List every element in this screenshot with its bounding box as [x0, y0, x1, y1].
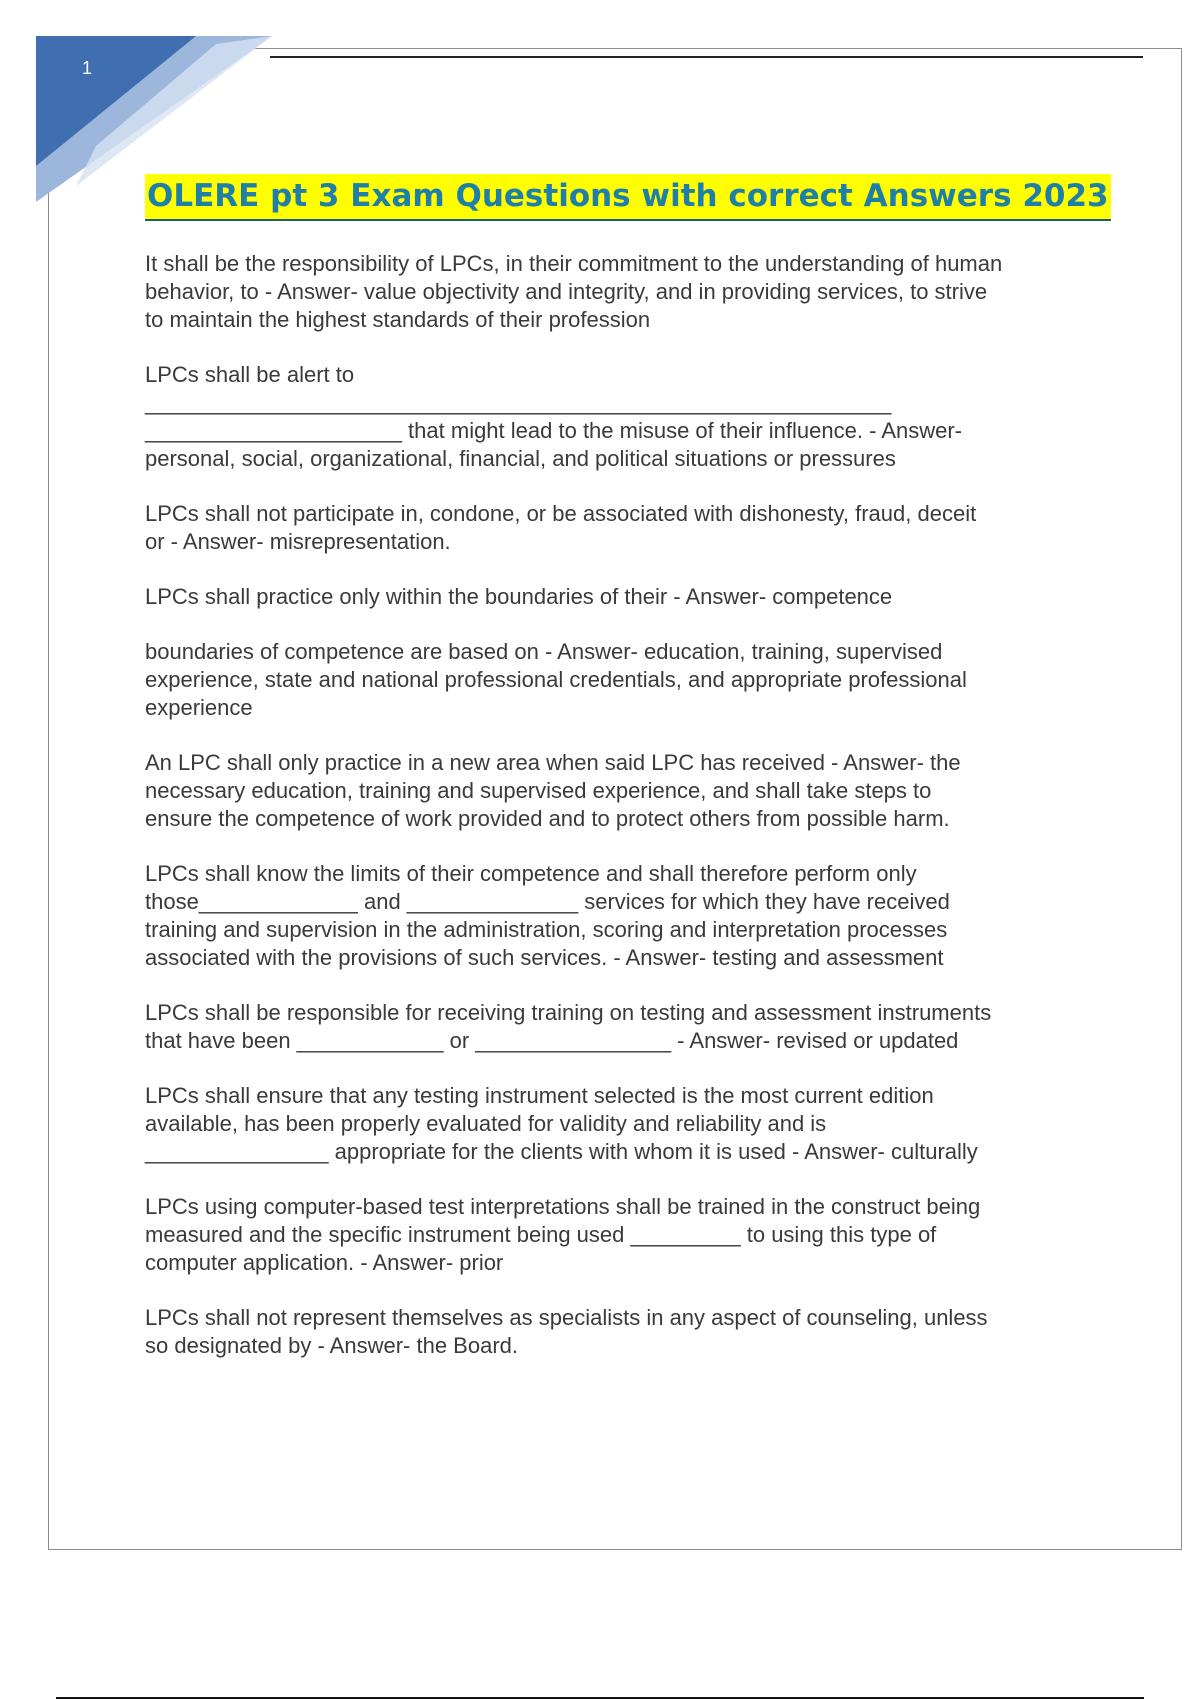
header-rule	[270, 56, 1143, 58]
text-line: LPCs shall not represent themselves as specialists in any aspect of counseling, unless	[145, 1305, 988, 1330]
text-line: LPCs shall be responsible for receiving training on testing and assessment instruments	[145, 1000, 992, 1025]
text-line: _____________________ that might lead to the misuse of their influence. - Answer-	[145, 418, 962, 443]
text-line: LPCs using computer-based test interpretations shall be trained in the construct being	[145, 1194, 981, 1219]
text-line: LPCs shall know the limits of their competence and shall therefore perform only	[145, 861, 917, 886]
text-line: experience	[145, 695, 253, 720]
page-number: 1	[82, 58, 93, 78]
text-line: those_____________ and ______________ services for which they have received	[145, 889, 950, 914]
text-line: associated with the provisions of such services. - Answer- testing and assessment	[145, 945, 944, 970]
text-line: An LPC shall only practice in a new area when said LPC has received - Answer- the	[145, 750, 961, 775]
text-line: ensure the competence of work provided and to protect others from possible harm.	[145, 806, 950, 831]
text-line: It shall be the responsibility of LPCs, in their commitment to the understanding of human	[145, 251, 1003, 276]
qa-item	[145, 1082, 1105, 1166]
text-line: computer application. - Answer- prior	[145, 1250, 504, 1275]
text-line: LPCs shall practice only within the boundaries of their - Answer- competence	[145, 584, 893, 609]
qa-item	[145, 500, 1105, 556]
text-line: LPCs shall not participate in, condone, or be associated with dishonesty, fraud, deceit	[145, 501, 977, 526]
text-line: _______________ appropriate for the clients with whom it is used - Answer- culturally	[145, 1139, 978, 1164]
text-line: boundaries of competence are based on - Answer- education, training, supervised	[145, 639, 943, 664]
text-line: LPCs shall be alert to	[145, 362, 355, 387]
qa-item	[145, 749, 1105, 833]
bottom-rule	[56, 1697, 1144, 1699]
text-line: personal, social, organizational, financial, and political situations or pressures	[145, 446, 896, 471]
text-line: available, has been properly evaluated for validity and reliability and is	[145, 1111, 827, 1136]
document-title: OLERE pt 3 Exam Questions with correct Answers 2023	[145, 174, 1111, 221]
text-line: training and supervision in the administration, scoring and interpretation processes	[145, 917, 948, 942]
qa-item	[145, 638, 1105, 722]
text-line: so designated by - Answer- the Board.	[145, 1333, 518, 1358]
text-line: behavior, to - Answer- value objectivity and integrity, and in providing services, to strive	[145, 279, 988, 304]
text-line: experience, state and national professional credentials, and appropriate professional	[145, 667, 967, 692]
qa-item	[145, 1304, 1105, 1360]
text-line: _____________________________________________________________	[145, 390, 892, 415]
text-line: measured and the specific instrument being used _________ to using this type of	[145, 1222, 937, 1247]
text-line: necessary education, training and supervised experience, and shall take steps to	[145, 778, 932, 803]
qa-item	[145, 860, 1105, 972]
qa-item	[145, 361, 1105, 473]
text-line: to maintain the highest standards of their profession	[145, 307, 651, 332]
text-line: or - Answer- misrepresentation.	[145, 529, 451, 554]
qa-list	[145, 250, 1105, 1387]
text-line: LPCs shall ensure that any testing instrument selected is the most current edition	[145, 1083, 934, 1108]
qa-item	[145, 250, 1105, 334]
qa-item	[145, 999, 1105, 1055]
qa-item	[145, 583, 1105, 611]
qa-item	[145, 1193, 1105, 1277]
text-line: that have been ____________ or ________________ - Answer- revised or updated	[145, 1028, 959, 1053]
